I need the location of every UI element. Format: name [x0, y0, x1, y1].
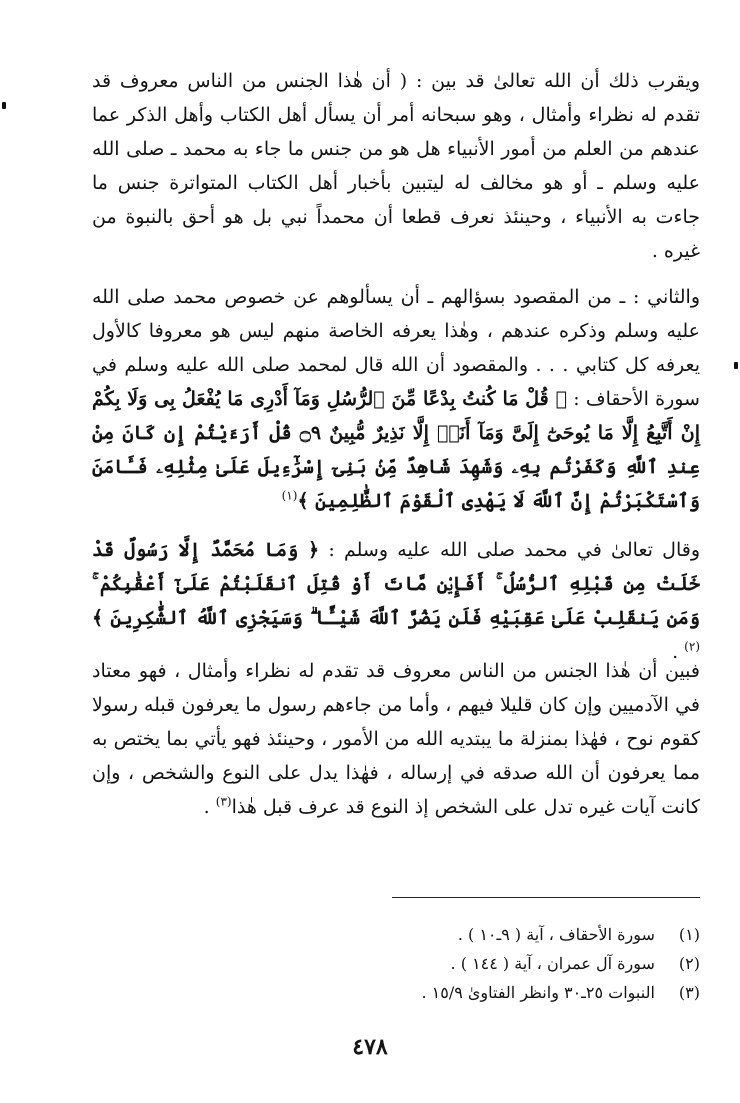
page-number: ٤٧٨ — [352, 1034, 388, 1060]
footnote-marker-1: (١) — [281, 488, 298, 503]
paragraph-3 — [92, 533, 700, 669]
footnotes — [300, 920, 700, 1007]
paragraph-3-text: وقال تعالىٰ في محمد صلى الله عليه وسلم : — [328, 539, 701, 561]
footnote-number: (٢) — [678, 954, 700, 973]
footnote-1 — [300, 920, 700, 949]
footnote-divider — [392, 897, 700, 898]
trailing-period-2: . — [203, 796, 210, 818]
footnote-number: (٣) — [678, 983, 700, 1002]
footnote-marker-2: (٢) — [684, 639, 700, 654]
paragraph-2-text: والثاني : ـ من المقصود بسؤالهم ـ أن يسألوهم عن خصوص محمد صلى الله عليه وسلم وذكره عندهم ، وهٰذا يعرفه الخاصة منهم ليس هو معروفا كالأول يعرفه كل كتابي . . . والمقصود أن الله قال لمحمد صلى الله عليه وسلم في سورة الأحقاف : — [92, 286, 700, 410]
quran-quote-imran: ﴿ وَمَا مُحَمَّدٌ إِلَّا رَسُولٌ قَدْ خَلَتْ مِن قَبْلِهِ ٱلرُّسُلُ ۚ أَفَإِي۟ن مَّاتَ أَوْ قُتِلَ ٱنقَلَبْتُمْ عَلَىٰٓ أَعْقَٰبِكُمْ ۚ وَمَن يَنقَلِبْ عَلَىٰ عَقِبَيْهِ فَلَن يَضُرَّ ٱللَّهَ شَيْـًٔا ۗ وَسَيَجْزِى ٱللَّهُ ٱلشَّٰكِرِينَ ﴾ — [92, 539, 700, 629]
footnote-text: سورة آل عمران ، آية ( ١٤٤ ) . — [450, 954, 655, 973]
paragraph-4-text: فبين أن هٰذا الجنس من الناس معروف قد تقدم له نظراء وأمثال ، فهو معتاد في الآدميين وإن كان قليلا فيهم ، وأما من جاءهم رسول ما يعرفون قبله رسولا كقوم نوح ، فهٰذا بمنزلة ما يبتديه الله من الأمور ، وحينئذ فهو يأتي بما يختص به مما يعرفون أن الله صدقه في إرساله ، فهٰذا يدل على النوع والشخص ، وإن كانت آيات غيره تدل على الشخص إذ النوع قد عرف قبل هٰذا — [92, 660, 700, 818]
footnote-2 — [300, 949, 700, 978]
paragraph-4 — [92, 654, 700, 824]
paragraph-1-text: ويقرب ذلك أن الله تعالىٰ قد بين : ( أن هٰذا الجنس من الناس معروف قد تقدم له نظراء وأمثال ، وهو سبحانه أمر أن يسأل أهل الكتاب وأهل الذكر عما عندهم من العلم من أمور الأنبياء هل هو من جنس ما جاء به محمد ـ صلى الله عليه وسلم ـ أو هو مخالف له ليتبين بأخبار أهل الكتاب المتواترة جنس ما جاءت به الأنبياء ، وحينئذ نعرف قطعا أن محمداً نبي بل هو أحق بالنبوة من غيره . — [92, 70, 700, 262]
margin-mark-right — [734, 362, 738, 369]
quran-quote-ahqaf: ﴿ قُلْ مَا كُنتُ بِدْعًا مِّنَ ٱلرُّسُلِ وَمَآ أَدْرِى مَا يُفْعَلُ بِى وَلَا بِكُمْ إِنْ أَتَّبِعُ إِلَّا مَا يُوحَىٰٓ إِلَىَّ وَمَآ أَنَا۠ إِلَّا نَذِيرٌ مُّبِينٌ ۝٩ قُلْ أَرَءَيْتُمْ إِن كَانَ مِنْ عِندِ ٱللَّهِ وَكَفَرْتُم بِهِۦ وَشَهِدَ شَاهِدٌ مِّنۢ بَنِىٓ إِسْرَٰٓءِيلَ عَلَىٰ مِثْلِهِۦ فَـَٔامَنَ وَٱسْتَكْبَرْتُمْ إِنَّ ٱللَّهَ لَا يَهْدِى ٱلْقَوْمَ ٱلظَّٰلِمِينَ ﴾ — [92, 388, 700, 512]
footnote-number: (١) — [678, 925, 700, 944]
footnote-text: النبوات ٢٥ـ٣٠ وانظر الفتاوىٰ ١٥/٩ . — [421, 983, 655, 1002]
paragraph-2 — [92, 280, 700, 518]
paragraph-1 — [92, 64, 700, 268]
footnote-3 — [300, 978, 700, 1007]
margin-mark-top — [2, 102, 6, 109]
trailing-period: . — [672, 641, 679, 663]
footnote-marker-3: (٣) — [215, 794, 232, 809]
footnote-text: سورة الأحقاف ، آية ( ٩ـ١٠ ) . — [457, 925, 655, 944]
